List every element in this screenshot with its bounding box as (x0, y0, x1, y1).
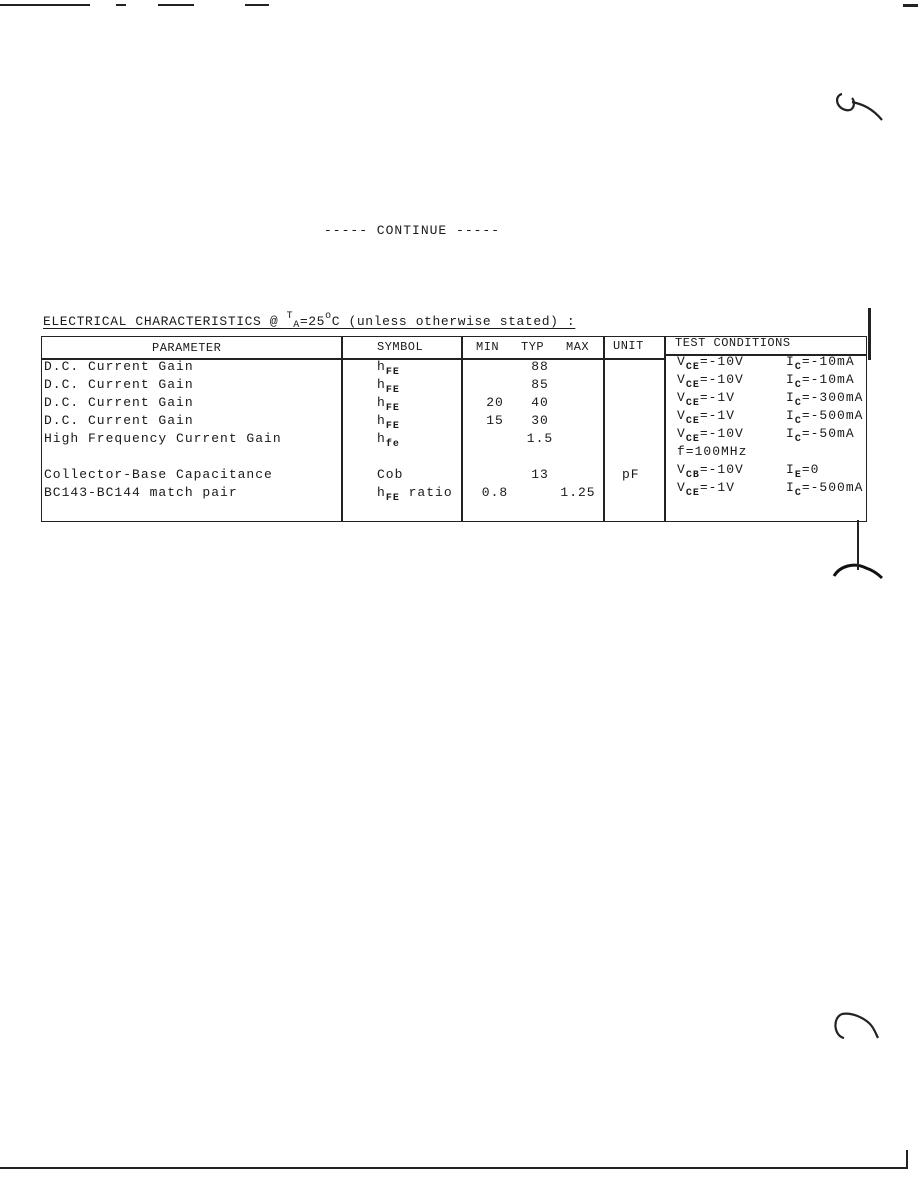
heading-degree: o (325, 311, 332, 322)
cell-current-condition: $I_C=-10mA$ (786, 354, 855, 373)
cell-current-condition: $I_C=-500mA$ (786, 480, 864, 499)
cell-voltage-condition: $V_{CE}=-1V$ (677, 390, 736, 409)
cell-current-condition: $I_C=-10mA$ (786, 372, 855, 391)
scan-edge-top-left (0, 4, 90, 6)
pen-mark-top-right (832, 88, 888, 128)
cell-parameter: High Frequency Current Gain (44, 431, 282, 446)
cell-typ: 88 (531, 359, 549, 374)
cell-typ: 40 (531, 395, 549, 410)
cell-symbol: $h_{FE}$ (377, 377, 400, 396)
cell-current-condition: $I_E=0$ (786, 462, 820, 481)
header-symbol: SYMBOL (377, 340, 424, 354)
cell-parameter: BC143-BC144 match pair (44, 485, 238, 500)
cell-symbol: $h_{FE}$ (377, 359, 400, 378)
col-divider-unit (603, 336, 605, 522)
cell-typ: 1.5 (526, 431, 554, 446)
cell-symbol: $h_{FE}$ ratio (377, 485, 453, 504)
cell-parameter: Collector-Base Capacitance (44, 467, 273, 482)
continue-label: ----- CONTINUE ----- (324, 223, 501, 238)
cell-current-condition: $I_C=-500mA$ (786, 408, 864, 427)
pen-mark-bottom-right (830, 1008, 886, 1048)
cell-unit: pF (622, 467, 640, 482)
pen-mark-right-vertical (868, 308, 871, 360)
cell-typ: 13 (531, 467, 549, 482)
cell-voltage-condition: $V_{CE}=-10V$ (677, 426, 744, 445)
cell-parameter: D.C. Current Gain (44, 377, 194, 392)
heading-temp-value: =25 (299, 314, 326, 329)
cell-typ: 30 (531, 413, 549, 428)
cell-voltage-condition: $V_{CE}=-10V$ (677, 354, 744, 373)
cell-min: 20 (486, 395, 504, 410)
scan-edge-bottom-right (906, 1150, 908, 1168)
col-divider-conditions (664, 336, 666, 522)
cell-voltage-condition: $V_{CB}=-10V$ (677, 462, 744, 481)
cell-symbol: $h_{FE}$ (377, 395, 400, 414)
scan-edge-top-dash-1 (116, 4, 126, 6)
col-divider-min (461, 336, 463, 522)
col-divider-symbol (341, 336, 343, 522)
cell-symbol: $h_{fe}$ (377, 431, 400, 450)
cell-parameter: D.C. Current Gain (44, 359, 194, 374)
cell-voltage-condition: $V_{CE}=-10V$ (677, 372, 744, 391)
section-heading (43, 311, 575, 331)
heading-temp-symbol: T (286, 311, 294, 322)
cell-extra-condition: f=100MHz (677, 444, 748, 459)
header-max: MAX (566, 340, 590, 354)
cell-parameter: D.C. Current Gain (44, 395, 194, 410)
header-min: MIN (476, 340, 500, 354)
heading-suffix: (unless otherwise stated) : (340, 314, 576, 329)
cell-symbol: Cob (377, 467, 404, 482)
header-typ: TYP (521, 340, 545, 354)
cell-parameter: D.C. Current Gain (44, 413, 194, 428)
cell-min: 0.8 (481, 485, 509, 500)
heading-temp-sub: A (293, 320, 300, 331)
header-parameter: PARAMETER (152, 341, 222, 355)
cell-typ: 85 (531, 377, 549, 392)
scan-edge-top-dash-3 (245, 4, 269, 6)
cell-min: 15 (486, 413, 504, 428)
scan-edge-bottom (0, 1167, 908, 1169)
cell-current-condition: $I_C=-300mA$ (786, 390, 864, 409)
heading-unit: C (331, 314, 341, 329)
cell-voltage-condition: $V_{CE}=-1V$ (677, 480, 736, 499)
scan-edge-top-right (903, 4, 918, 7)
header-unit: UNIT (613, 339, 644, 353)
cell-current-condition: $I_C=-50mA$ (786, 426, 855, 445)
scan-edge-top-dash-2 (158, 4, 194, 6)
cell-symbol: $h_{FE}$ (377, 413, 400, 432)
heading-prefix: ELECTRICAL CHARACTERISTICS @ (43, 314, 287, 329)
header-test-conditions: TEST CONDITIONS (675, 336, 791, 350)
cell-max: 1.25 (560, 485, 596, 500)
cell-voltage-condition: $V_{CE}=-1V$ (677, 408, 736, 427)
pen-mark-right-vertical-2 (857, 520, 859, 570)
